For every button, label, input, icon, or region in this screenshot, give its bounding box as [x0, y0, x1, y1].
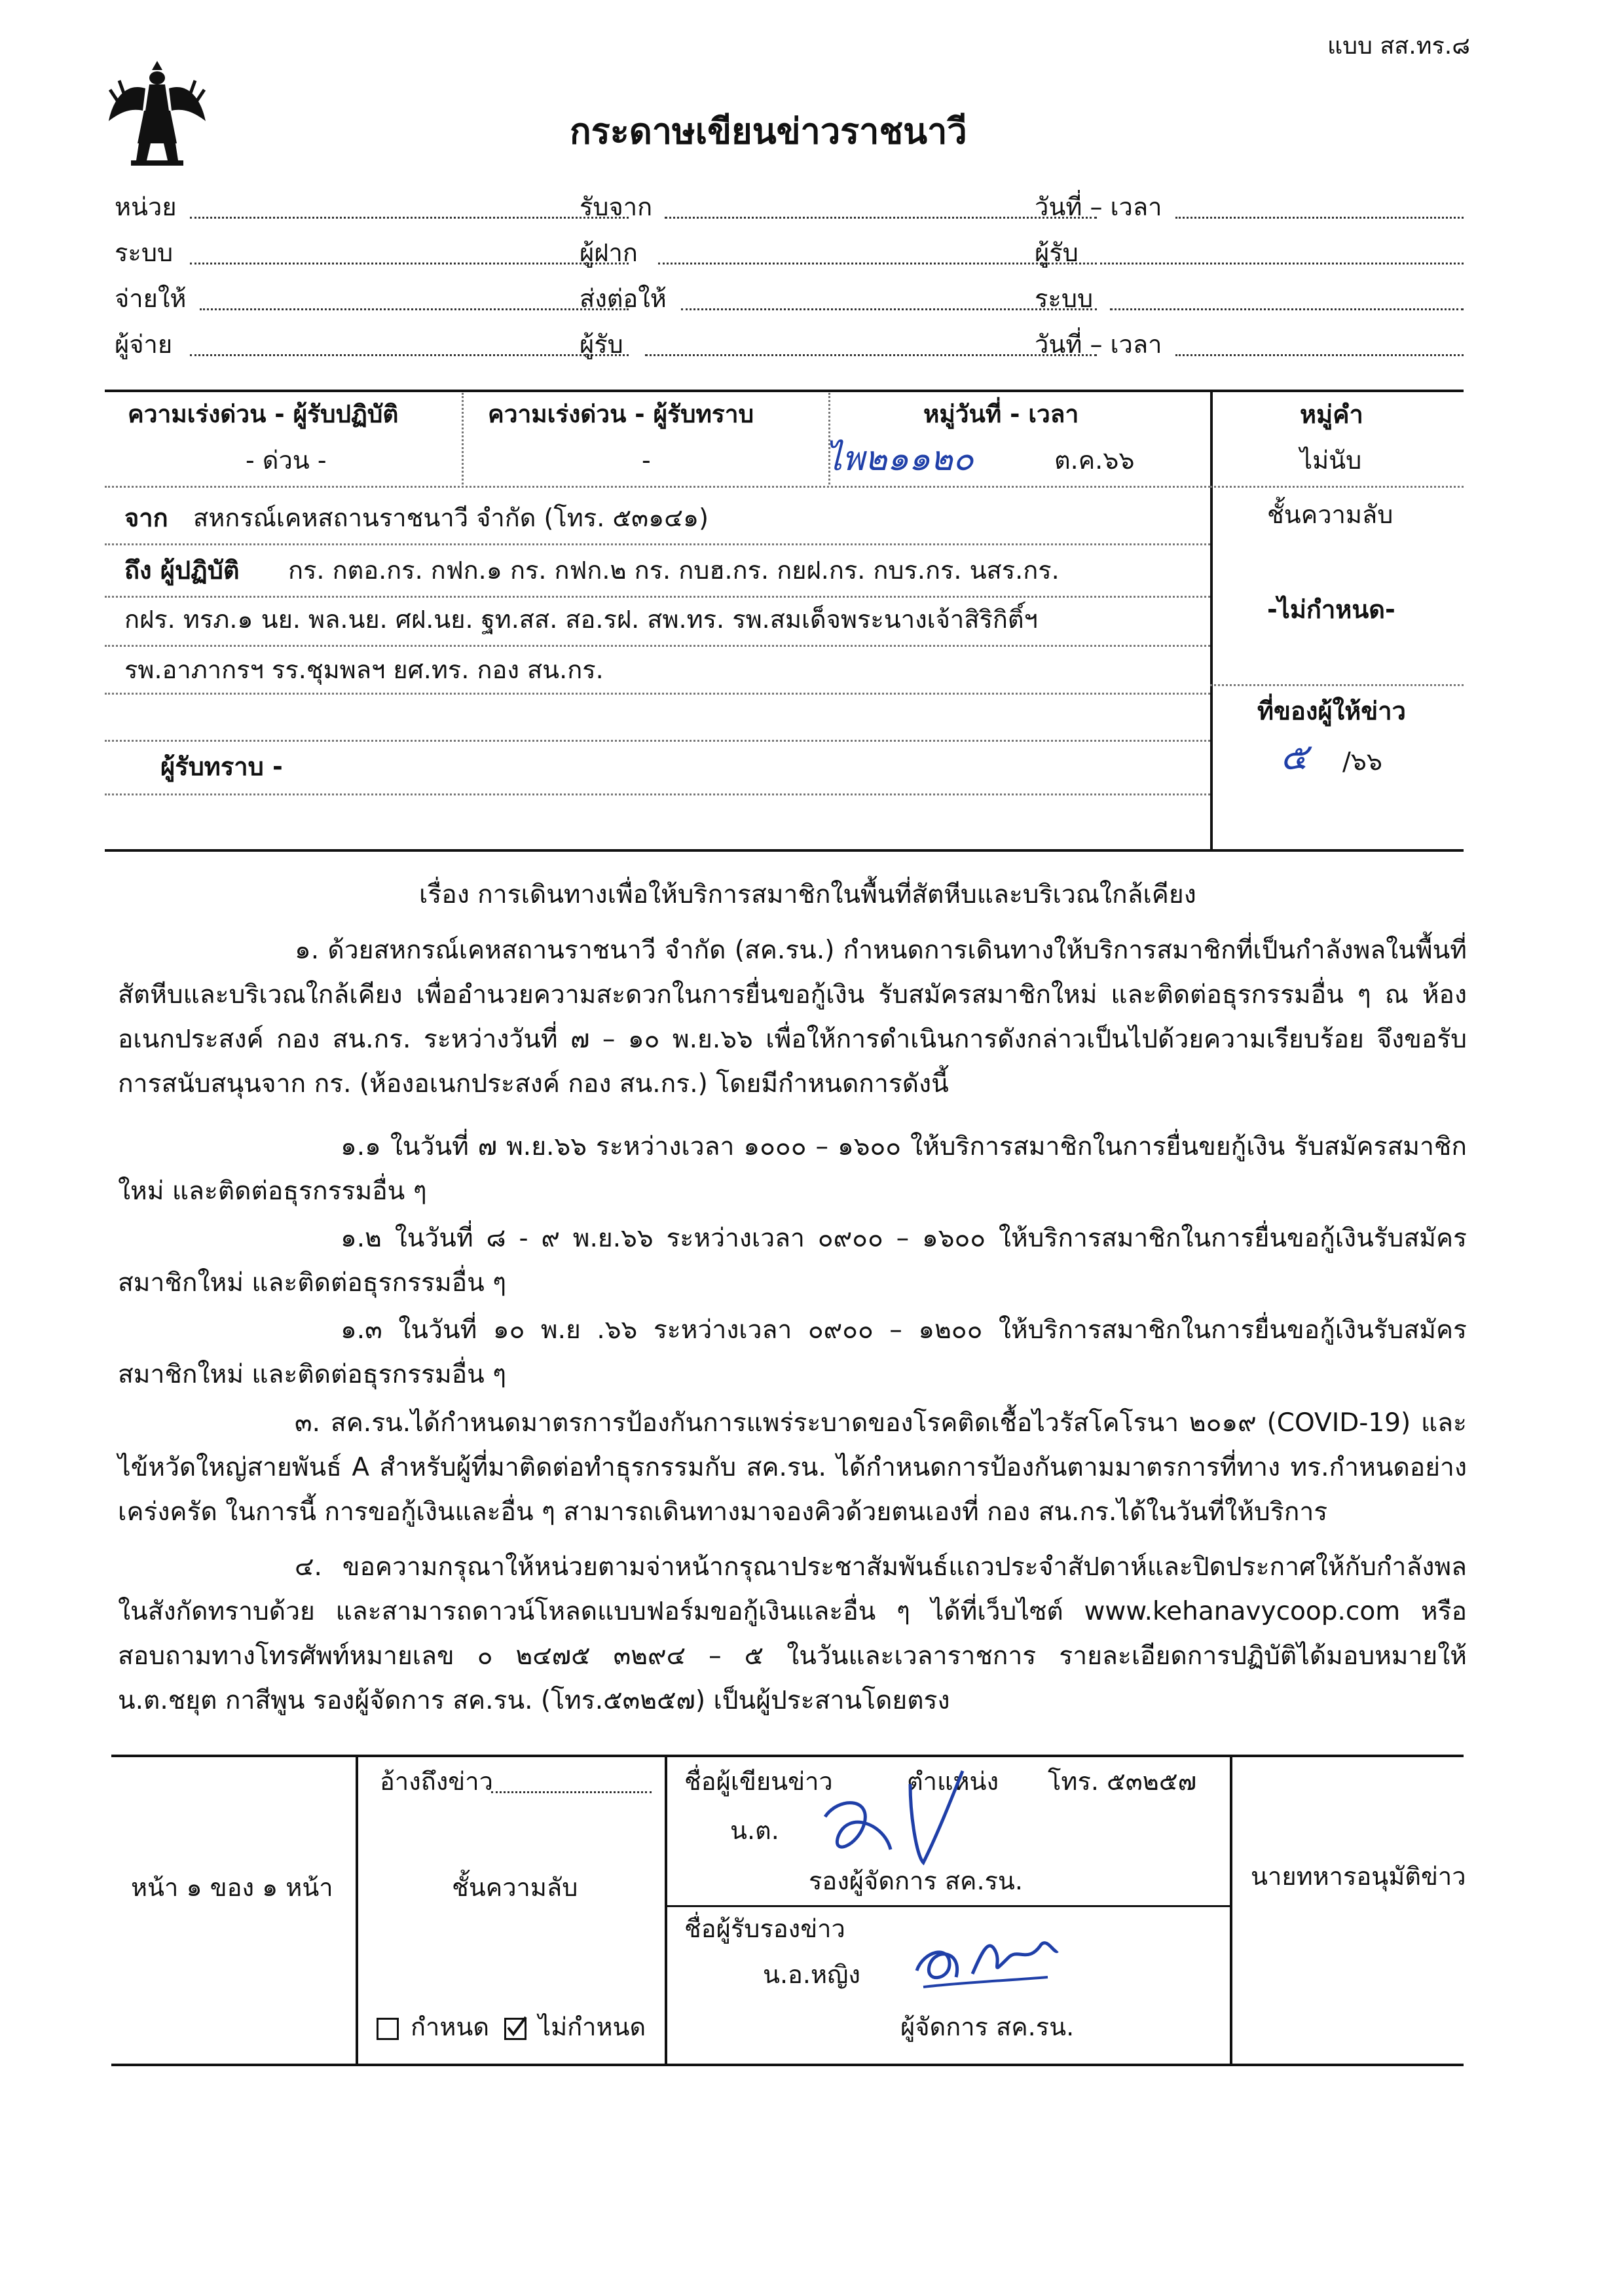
field-received-from-label: รับจาก: [580, 192, 653, 221]
field-received-from-input[interactable]: [665, 217, 1097, 219]
table-col-divider: [1210, 390, 1213, 849]
footer-top-border: [111, 1755, 1464, 1757]
body-paragraph-1: ๑. ด้วยสหกรณ์เคหสถานราชนาวี จำกัด (สค.รน.) กำหนดการเดินทางให้บริการสมาชิกที่เป็นกำลังพลในพื้นที่สัตหีบและบริเวณใกล้เคียง เพื่ออำนวยความสะดวกในการยื่นขอกู้เงิน รับสมัครสมาชิกใหม่ และติดต่อธุรกรรมอื่น ๆ ณ ห้องอเนกประสงค์ กอง สน.กร. ระหว่างวันที่ ๗ – ๑๐ พ.ย.๖๖ เพื่อให้การดำเนินการดังกล่าวเป็นไปด้วยความเรียบร้อย จึงขอรับการสนับสนุนจาก กร. (ห้องอเนกประสงค์ กอง สน.กร.) โดยมีกำหนดการดังนี้: [118, 936, 1467, 1099]
to-line-2: กฝร. ทรภ.๑ นย. พล.นย. ศฝ.นย. ฐท.สส. สอ.รฝ. สพ.ทร. รพ.สมเด็จพระนางเจ้าสิริกิติ์ฯ: [124, 605, 1038, 634]
footer-classification: ชั้นความลับ: [452, 1873, 578, 1902]
certifier-position: ผู้จัดการ สค.รน.: [900, 2013, 1075, 2041]
writer-position: รองผู้จัดการ สค.รน.: [809, 1867, 1023, 1895]
field-forward-to-label: ส่งต่อให้: [580, 284, 667, 313]
word-count-value: ไม่นับ: [1300, 446, 1362, 475]
writer-phone: โทร. ๕๓๒๕๗: [1048, 1767, 1197, 1796]
subject: เรื่อง การเดินทางเพื่อให้บริการสมาชิกในพื้นที่สัตหีบและบริเวณใกล้เคียง: [419, 880, 1196, 909]
field-datetime2-label: วันที่ – เวลา: [1035, 330, 1162, 359]
field-datetime2-input[interactable]: [1175, 354, 1464, 356]
certifier-signature: [910, 1925, 1061, 1997]
classification-value: -ไม่กำหนด-: [1267, 595, 1395, 624]
to-line-3: รพ.อาภากรฯ รร.ชุมพลฯ ยศ.ทร. กอง สน.กร.: [124, 655, 604, 684]
header-fields: [115, 193, 1464, 376]
originator-ref-year: /๖๖: [1342, 747, 1383, 776]
checkbox-set[interactable]: [377, 2018, 399, 2040]
body-paragraph-3: ๓. สค.รน.ได้กำหนดมาตรการป้องกันการแพร่ระบาดของโรคติดเชื้อไวรัสโคโรนา ๒๐๑๙ (COVID-19) และไข้หวัดใหญ่สายพันธ์ A สำหรับผู้ที่มาติดต่อทำธุรกรรมกับ สค.รน. ได้กำหนดการป้องกันตามมาตรการที่ทาง ทร.กำหนดอย่างเคร่งครัด ในการนี้ การขอกู้เงินและอื่น ๆ สามารถเดินทางมาจองคิวด้วยตนเองที่ กอง สน.กร.ได้ในวันที่ให้บริการ: [118, 1408, 1467, 1527]
field-datetime-label: วันที่ – เวลา: [1035, 192, 1162, 221]
field-receiver2-label: ผู้รับ: [1035, 238, 1079, 267]
from-text: สหกรณ์เคหสถานราชนาวี จำกัด (โทร. ๕๓๑๔๑): [193, 503, 709, 532]
from-label: จาก: [124, 503, 168, 532]
opt-set[interactable]: กำหนด: [377, 2013, 489, 2042]
certifier-rank: น.อ.หญิง: [763, 1960, 860, 1989]
opt-unset[interactable]: ไม่กำหนด: [504, 2013, 646, 2042]
classification-label: ชั้นความลับ: [1267, 500, 1393, 529]
writer-label: ชื่อผู้เขียนข่าว: [684, 1767, 833, 1796]
to-label: ถึง ผู้ปฏิบัติ: [124, 556, 240, 585]
dtg-label: หมู่วันที่ - เวลา: [923, 400, 1079, 428]
body-paragraph-1-1: ๑.๑ ในวันที่ ๗ พ.ย.๖๖ ระหว่างเวลา ๑๐๐๐ – ๑๖๐๐ ให้บริการสมาชิกในการยื่นขยกู้เงิน รับสมัครสมาชิกใหม่ และติดต่อธุรกรรมอื่น ๆ: [118, 1132, 1467, 1206]
field-system2-label: ระบบ: [1035, 284, 1094, 313]
certifier-label: ชื่อผู้รับรองข่าว: [684, 1914, 845, 1943]
info-addressee: ผู้รับทราบ -: [160, 752, 283, 781]
field-payer-label: ผู้จ่าย: [115, 330, 173, 359]
checkbox-unset[interactable]: [504, 2018, 526, 2040]
word-count-label: หมู่คำ: [1300, 400, 1363, 429]
field-payer-input[interactable]: [190, 354, 629, 356]
originator-ref-label: ที่ของผู้ให้ข่าว: [1257, 697, 1406, 725]
to-line-1: กร. กตอ.กร. กฟก.๑ กร. กฟก.๒ กร. กบฮ.กร. กยฝ.กร. กบร.กร. นสร.กร.: [288, 556, 1060, 585]
field-receiver2-input[interactable]: [1100, 263, 1464, 264]
footer-ref-label: อ้างถึงข่าว: [380, 1767, 493, 1796]
body-paragraph-1-2: ๑.๒ ในวันที่ ๘ - ๙ พ.ย.๖๖ ระหว่างเวลา ๐๙๐๐ – ๑๖๐๐ ให้บริการสมาชิกในการยื่นขอกู้เงินรับสมัครสมาชิกใหม่ และติดต่อธุรกรรมอื่น ๆ: [118, 1224, 1467, 1298]
writer-signature: [812, 1758, 989, 1876]
table-bottom-border: [105, 849, 1464, 852]
dtg-month: ต.ค.๖๖: [1054, 446, 1135, 475]
garuda-emblem: [105, 56, 210, 167]
writer-position-label: ตำแหน่ง: [907, 1767, 999, 1796]
body-paragraph-1-3: ๑.๓ ในวันที่ ๑๐ พ.ย .๖๖ ระหว่างเวลา ๐๙๐๐ – ๑๒๐๐ ให้บริการสมาชิกในการยื่นขอกู้เงินรับสมัครสมาชิกใหม่ และติดต่อธุรกรรมอื่น ๆ: [118, 1315, 1467, 1389]
field-depositor-input[interactable]: [658, 263, 1097, 264]
priority-info-value: -: [642, 446, 651, 475]
form-code: แบบ สส.ทร.๘: [1327, 33, 1470, 60]
field-payto-label: จ่ายให้: [115, 284, 187, 313]
field-receiver-label: ผู้รับ: [580, 330, 623, 359]
footer-bottom-border: [111, 2064, 1464, 2066]
field-datetime-input[interactable]: [1175, 217, 1464, 219]
dtg-handwritten: ไพ๒๑๑๒๐: [825, 439, 974, 479]
priority-action-label: ความเร่งด่วน - ผู้รับปฏิบัติ: [128, 400, 399, 428]
field-unit-label: หน่วย: [115, 192, 177, 221]
field-system-label: ระบบ: [115, 238, 174, 267]
footer-ref-input[interactable]: [491, 1791, 652, 1793]
field-depositor-label: ผู้ฝาก: [580, 238, 638, 267]
body-paragraph-4: ๔. ขอความกรุณาให้หน่วยตามจ่าหน้ากรุณาประชาสัมพันธ์แถวประจำสัปดาห์และปิดประกาศให้กับกำลังพลในสังกัดทราบด้วย และสามารถดาวน์โหลดแบบฟอร์มขอกู้เงินและอื่น ๆ ได้ที่เว็บไซต์ www.kehanavycoop.com หรือสอบถามทางโทรศัพท์หมายเลข ๐ ๒๔๗๕ ๓๒๙๔ – ๕ ในวันและเวลาราชการ รายละเอียดการปฏิบัติได้มอบหมายให้ น.ต.ชยุต กาสีพูน รองผู้จัดการ สค.รน. (โทร.๕๓๒๕๗) เป็นผู้ประสานโดยตรง: [118, 1552, 1467, 1715]
priority-action-value: - ด่วน -: [246, 446, 327, 475]
approver-label: นายทหารอนุมัติข่าว: [1251, 1862, 1466, 1891]
footer-page-count: หน้า ๑ ของ ๑ หน้า: [131, 1873, 333, 1902]
field-receiver-input[interactable]: [645, 354, 1097, 356]
table-top-border: [105, 390, 1464, 392]
field-system2-input[interactable]: [1110, 308, 1464, 310]
priority-info-label: ความเร่งด่วน - ผู้รับทราบ: [488, 400, 754, 428]
field-system-input[interactable]: [190, 263, 629, 264]
writer-rank: น.ต.: [730, 1816, 779, 1845]
field-unit-input[interactable]: [190, 217, 629, 219]
page-title: กระดาษเขียนข่าวราชนาวี: [570, 111, 967, 152]
field-payto-input[interactable]: [200, 308, 629, 310]
originator-ref-number: ๕: [1280, 736, 1308, 778]
